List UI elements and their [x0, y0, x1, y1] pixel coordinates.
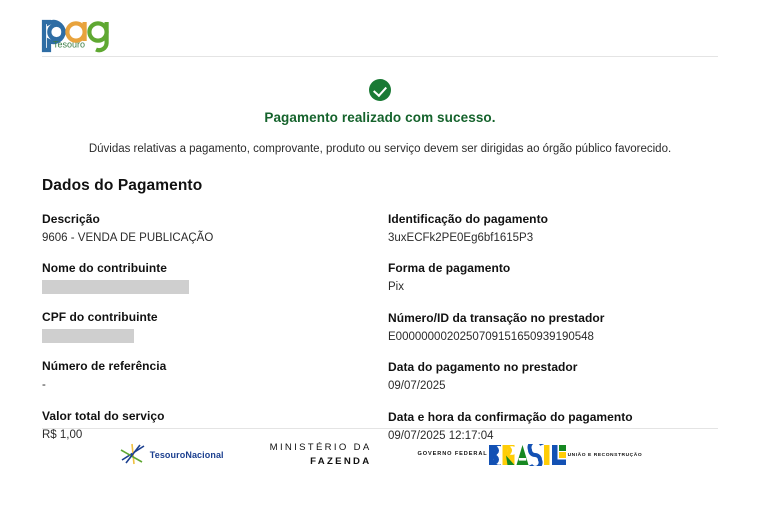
section-title: Dados do Pagamento	[42, 177, 203, 194]
tesouro-line2: Nacional	[185, 449, 224, 460]
brasil-brand-icon	[488, 444, 568, 466]
tesouro-line1: Tesouro	[149, 449, 186, 460]
field-value: R$ 1,00	[42, 428, 83, 441]
field-label: Número de referência	[42, 359, 167, 374]
field-label: Data e hora da confirmação do pagamento	[388, 409, 633, 424]
field-id-transacao	[388, 311, 718, 344]
field-descricao	[42, 212, 380, 245]
ministerio-wordmark	[270, 441, 372, 469]
page-footer	[0, 441, 760, 469]
field-label: Identificação do pagamento	[388, 212, 548, 226]
logo-subtext: Tesouro	[53, 39, 86, 50]
details-columns	[42, 212, 718, 443]
page-header	[0, 0, 760, 56]
pagtesouro-logo-icon	[40, 10, 120, 54]
ministerio-line2: FAZENDA	[310, 455, 372, 467]
field-value: 09/07/2025 12:17:04	[388, 429, 494, 442]
governo-federal-logo	[418, 444, 643, 466]
field-label: Forma de pagamento	[388, 261, 511, 276]
footer-divider	[42, 428, 718, 429]
redacted-value	[42, 280, 189, 294]
tesouro-nacional-wordmark	[150, 450, 224, 460]
field-label: Data do pagamento no prestador	[388, 360, 578, 375]
field-forma-pagamento	[388, 261, 718, 294]
field-numero-referencia	[42, 359, 380, 392]
field-value: 09/07/2025	[388, 380, 446, 393]
field-value: 9606 - VENDA DE PUBLICAÇÃO	[42, 232, 214, 244]
field-valor-total	[42, 409, 380, 442]
field-data-pagamento	[388, 360, 718, 393]
pagtesouro-logo	[40, 10, 120, 54]
field-value: E0000000020250709151650939190548	[388, 330, 594, 343]
uniao-reconstrucao-label: UNIÃO E RECONSTRUÇÃO	[567, 452, 643, 458]
field-label: Nome do contribuinte	[42, 261, 167, 276]
details-column-right	[380, 212, 718, 443]
success-message: Pagamento realizado com sucesso.	[264, 110, 496, 125]
field-value: Pix	[388, 281, 404, 294]
governo-federal-label: GOVERNO FEDERAL	[417, 451, 488, 458]
field-identificacao-pagamento	[388, 212, 718, 245]
field-label: Número/ID da transação no prestador	[388, 310, 605, 325]
field-data-confirmacao	[388, 410, 718, 443]
redacted-value	[42, 329, 134, 343]
status-block	[0, 57, 760, 125]
details-column-left	[42, 212, 380, 443]
field-value: 3uxECFk2PE0Eg6bf1615P3	[388, 232, 534, 244]
field-label: CPF do contribuinte	[42, 310, 158, 325]
field-label: Descrição	[42, 212, 100, 226]
tesouro-nacional-logo	[118, 442, 224, 468]
ministerio-fazenda-logo	[270, 441, 372, 469]
field-label: Valor total do serviço	[42, 408, 165, 423]
check-circle-icon	[369, 79, 391, 101]
field-value: -	[42, 379, 46, 392]
field-cpf-contribuinte	[42, 310, 380, 343]
notice-text: Dúvidas relativas a pagamento, comprovante, produto ou serviço devem ser dirigidas ao órgão público favorecido.	[88, 143, 672, 155]
payment-details	[0, 177, 760, 443]
ministerio-line1: MINISTÉRIO DA	[269, 442, 372, 453]
tesouro-star-icon	[118, 442, 148, 468]
field-nome-contribuinte	[42, 261, 380, 294]
